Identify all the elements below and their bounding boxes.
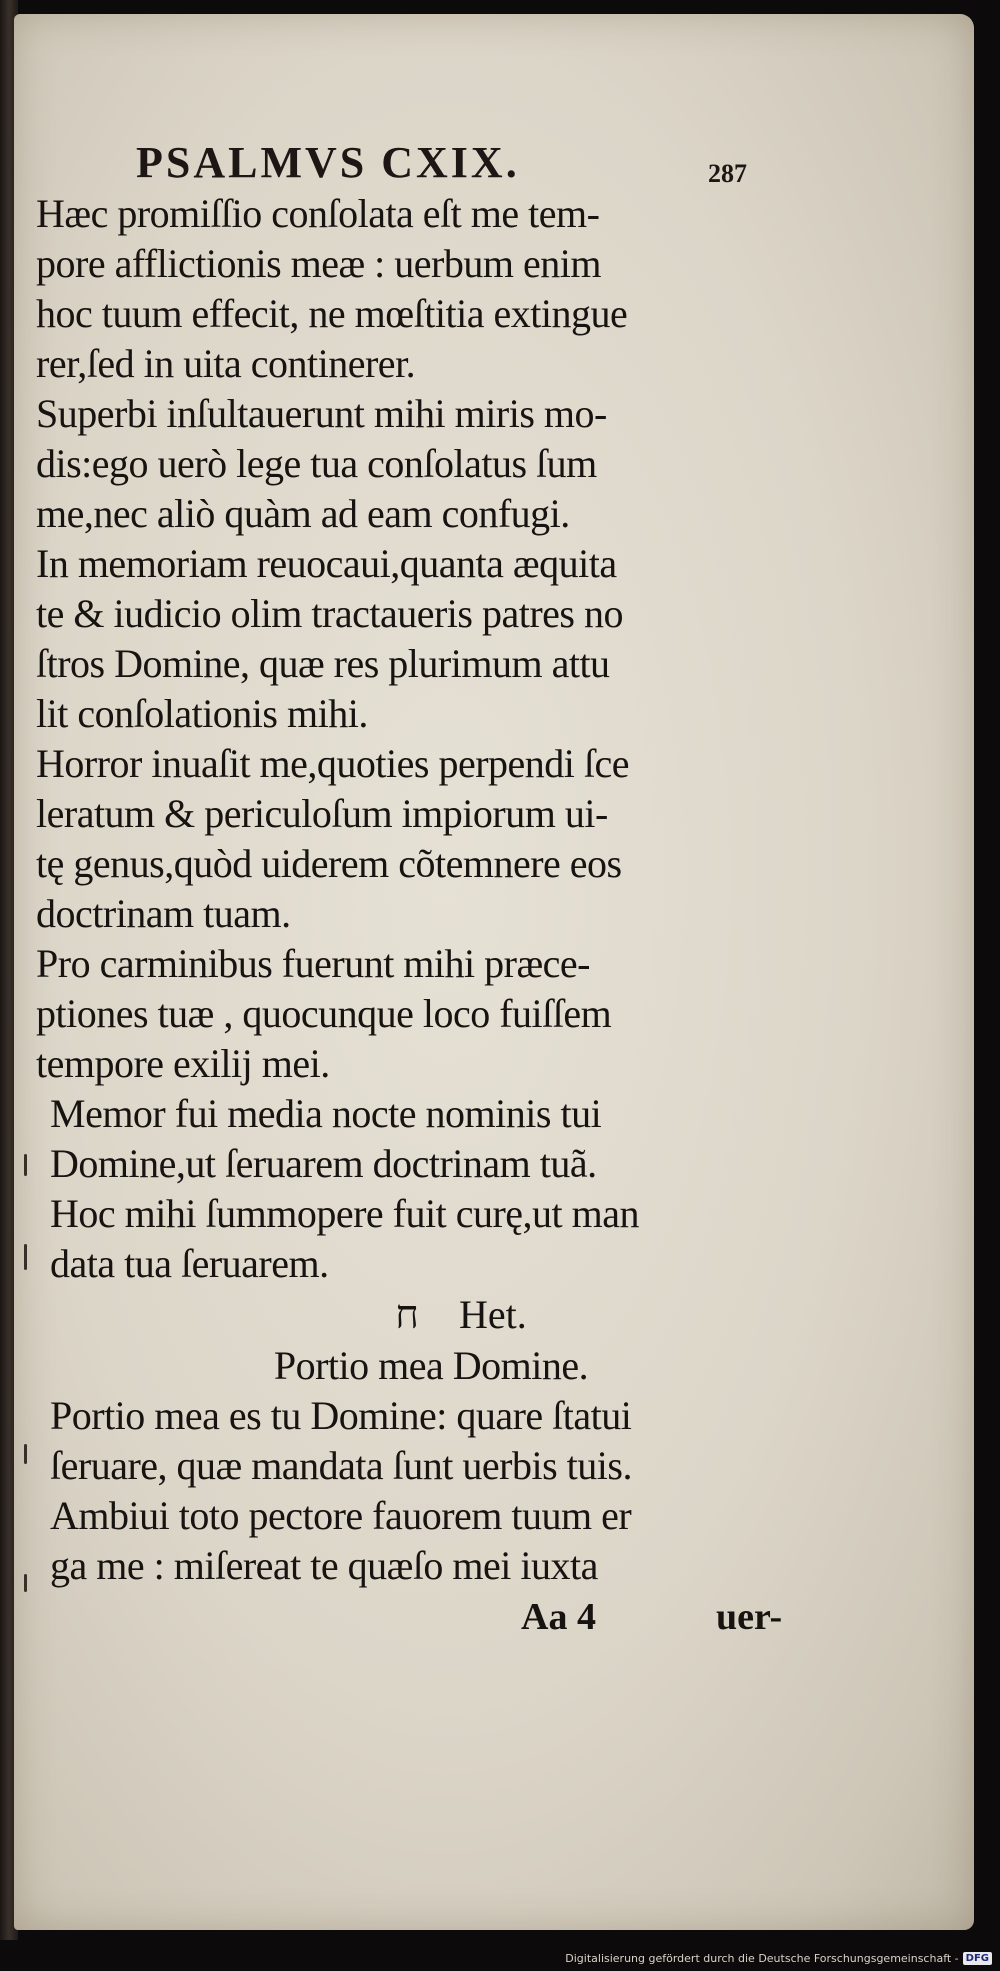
section-text	[36, 1391, 826, 1591]
text-line: In memoriam reuocaui,quanta æquita	[36, 541, 617, 586]
page-number: 287	[708, 159, 747, 188]
credit-text: Digitalisierung gefördert durch die Deutsche Forschungsgemeinschaft -	[565, 1952, 959, 1965]
catchwords-line	[36, 1593, 826, 1649]
text-line: leratum & periculoſum impiorum ui-	[36, 791, 608, 836]
hebrew-letter: ח	[395, 1292, 419, 1337]
text-line: te & iudicio olim tractaueris patres no	[36, 591, 623, 636]
margin-mark	[24, 1154, 27, 1176]
text-line: Ambiui toto pectore fauorem tuum er	[50, 1493, 632, 1538]
text-line: Superbi inſultauerunt mihi miris mo-	[36, 391, 607, 436]
text-line: lit conſolationis mihi.	[36, 691, 368, 736]
text-line: rer,ſed in uita continerer.	[36, 341, 416, 386]
running-head	[36, 119, 826, 189]
page-content	[36, 119, 826, 1649]
text-line: Pro carminibus fuerunt mihi præce-	[36, 941, 590, 986]
running-title: PSALMVS CXIX.	[136, 138, 520, 187]
text-line: ga me : miſereat te quæſo mei iuxta	[50, 1543, 598, 1588]
section-subtitle: Portio mea Domine.	[273, 1343, 589, 1388]
text-line: Horror inuaſit me,quoties perpendi ſce	[36, 741, 630, 786]
text-line: doctrinam tuam.	[36, 891, 291, 936]
body-text	[36, 189, 826, 1289]
text-line: Memor fui media nocte nominis tui	[50, 1091, 602, 1136]
text-line: ptiones tuæ , quocunque loco fuiſſem	[36, 991, 612, 1036]
text-line: me,nec aliò quàm ad eam confugi.	[36, 491, 570, 536]
text-line: Hoc mihi ſummopere fuit curę,ut man	[50, 1191, 640, 1236]
margin-marks	[18, 1154, 38, 1654]
letter-name: Het.	[458, 1292, 527, 1337]
text-line: hoc tuum effecit, ne mœſtitia extingue	[36, 291, 628, 336]
book-page	[14, 14, 974, 1930]
text-line: dis:ego uerò lege tua conſolatus ſum	[36, 441, 597, 486]
dfg-logo: DFG	[963, 1952, 992, 1965]
text-line: ſeruare, quæ mandata ſunt uerbis tuis.	[50, 1443, 632, 1488]
text-line: Domine,ut ſeruarem doctrinam tuã.	[50, 1141, 597, 1186]
section-heading	[36, 1289, 826, 1341]
text-line: Hæc promiſſio conſolata eſt me tem-	[36, 191, 600, 236]
text-line: ſtros Domine, quæ res plurimum attu	[36, 641, 610, 686]
text-line: Portio mea es tu Domine: quare ſtatui	[50, 1393, 632, 1438]
text-line: pore afflictionis meæ : uerbum enim	[36, 241, 601, 286]
signature-mark: Aa 4	[521, 1596, 596, 1638]
catchword: uer-	[716, 1596, 783, 1638]
digitization-credit	[565, 1952, 992, 1965]
margin-mark	[24, 1574, 27, 1592]
text-line: data tua ſeruarem.	[50, 1241, 329, 1286]
margin-mark	[24, 1244, 27, 1270]
text-line: tę genus,quòd uiderem cõtemnere eos	[36, 841, 622, 886]
margin-mark	[24, 1444, 27, 1464]
text-line: tempore exilij mei.	[36, 1041, 330, 1086]
